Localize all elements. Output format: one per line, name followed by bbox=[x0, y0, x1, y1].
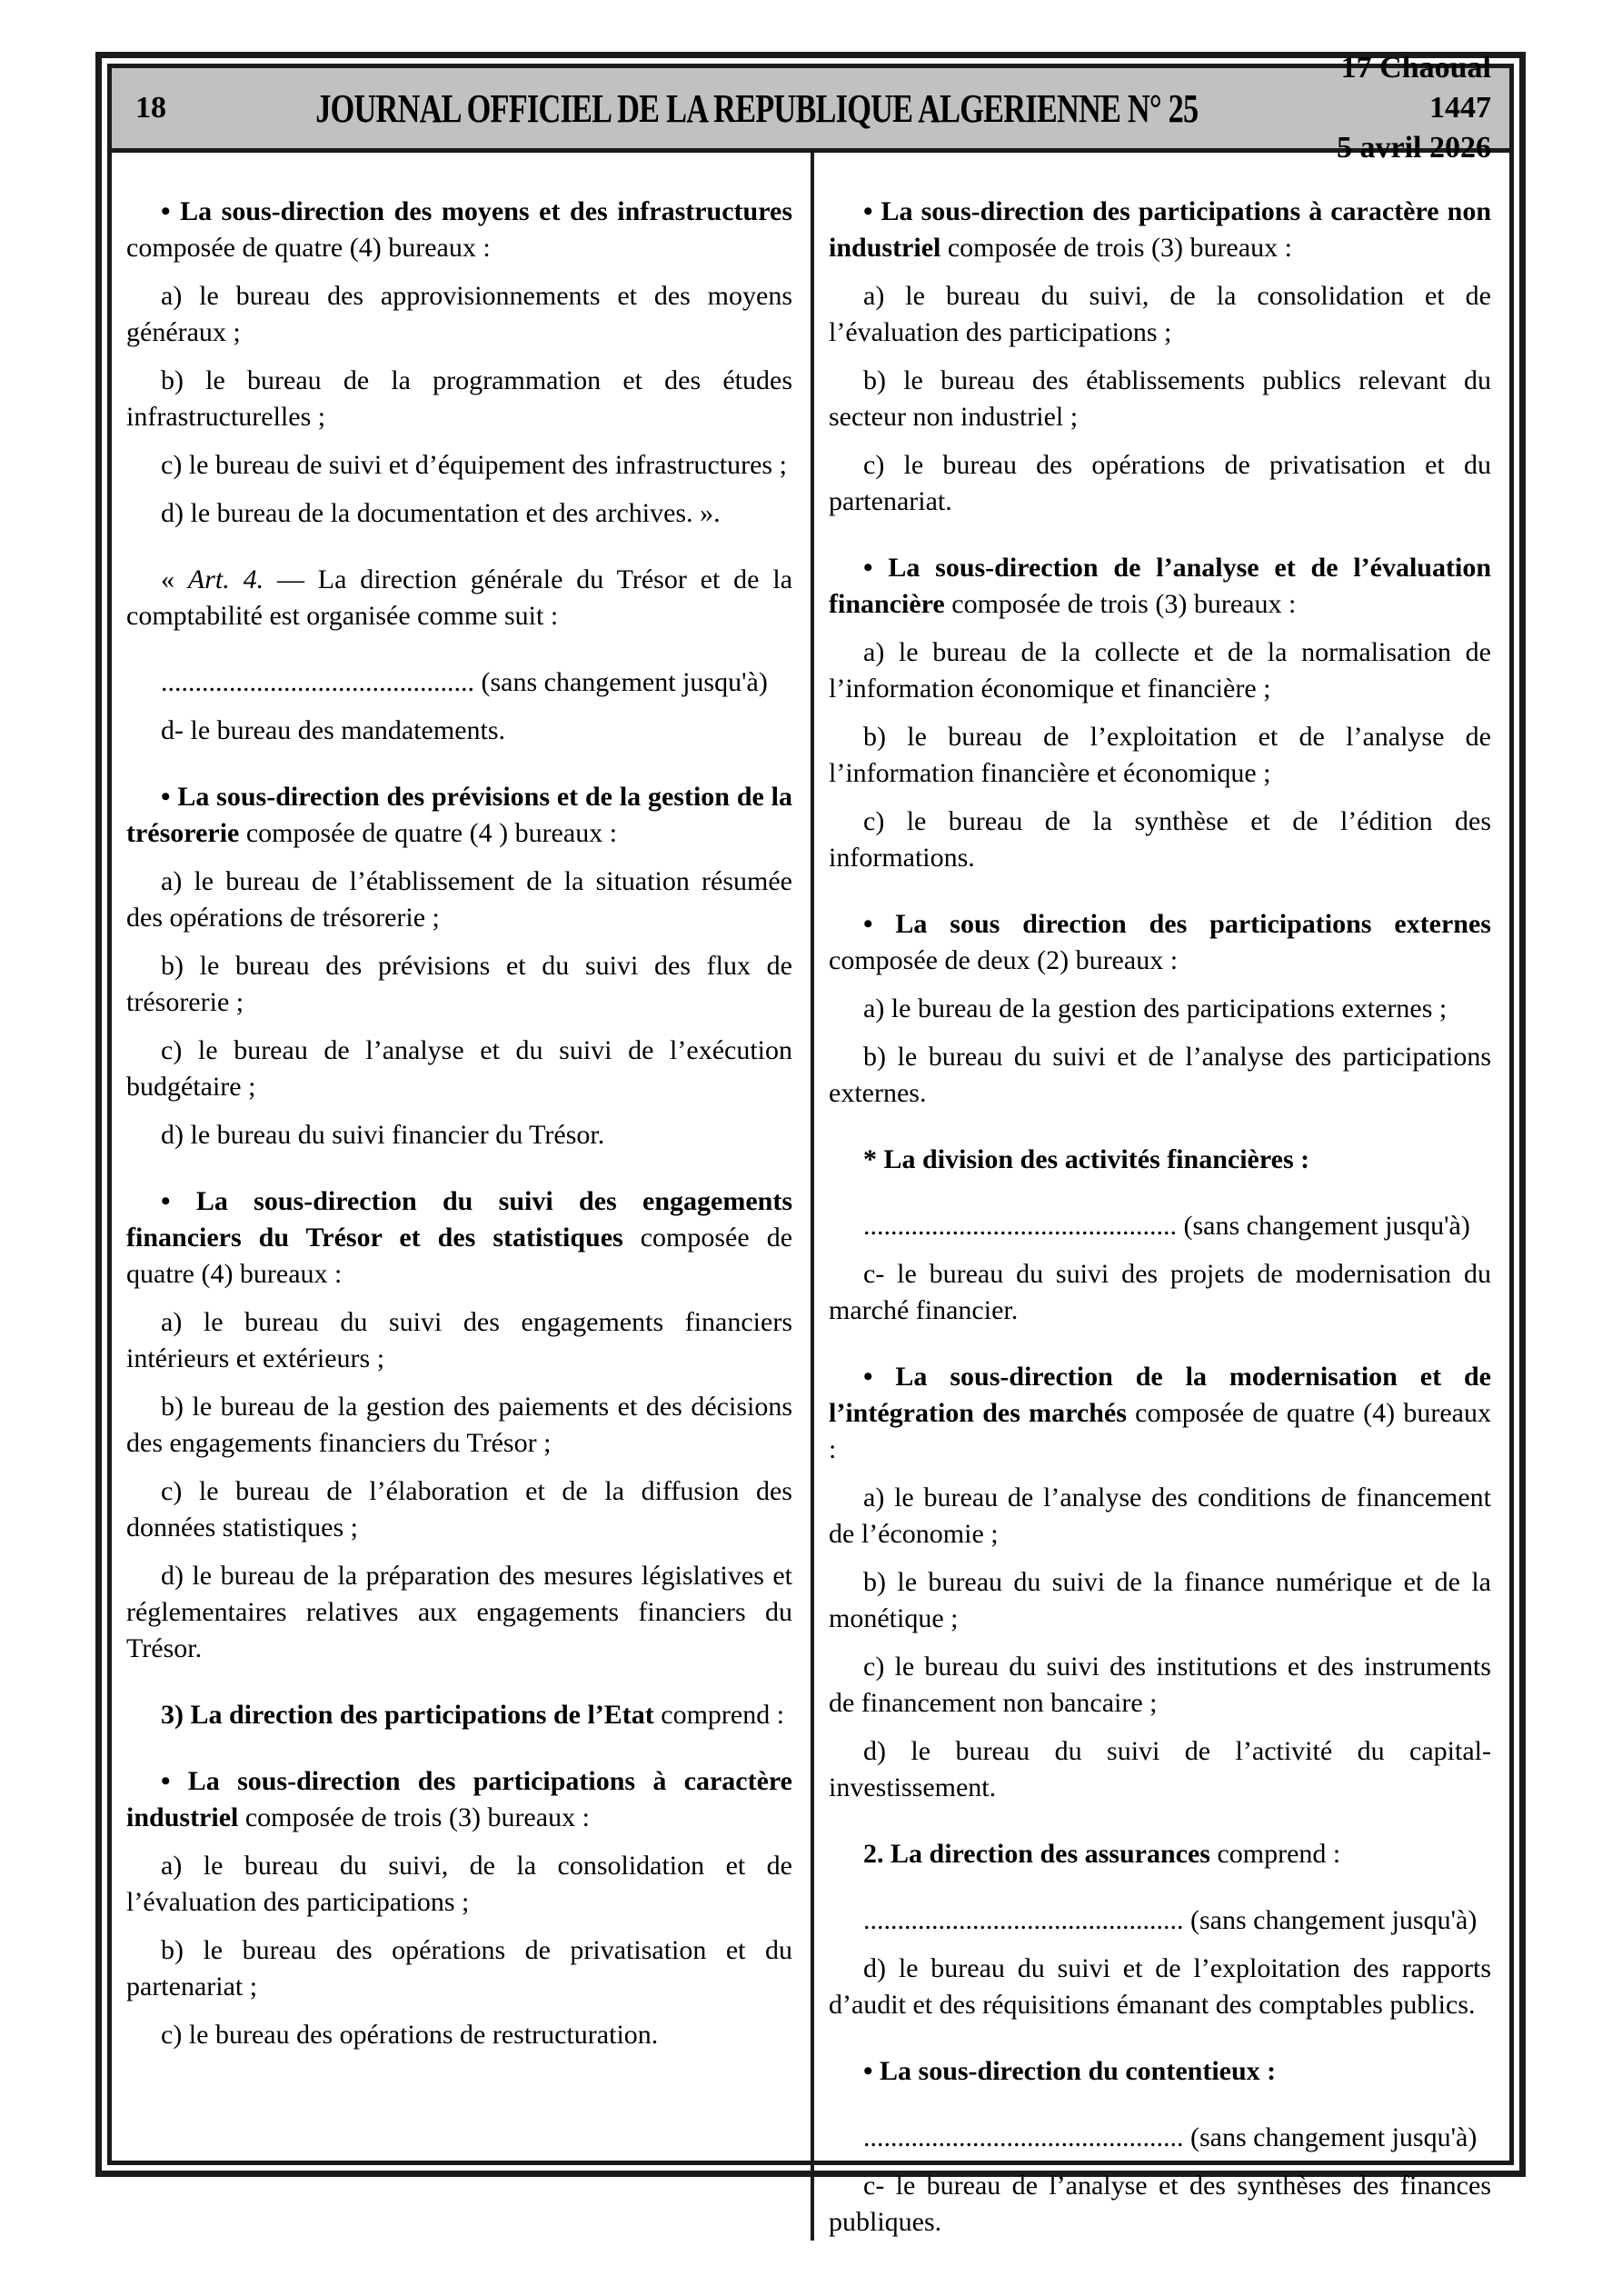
paragraph: b) le bureau des prévisions et du suivi des flux de trésorerie ; bbox=[126, 951, 792, 1017]
paragraph: c) le bureau de l’élaboration et de la diffusion des données statistiques ; bbox=[126, 1476, 792, 1542]
paragraph: a) le bureau du suivi, de la consolidation et de l’évaluation des participations ; bbox=[829, 281, 1491, 347]
page-frame-inner bbox=[107, 50, 1514, 2237]
paragraph: d- le bureau des mandatements. bbox=[161, 715, 506, 745]
paragraph: .............................................. (sans changement jusqu'à) bbox=[161, 667, 768, 697]
paragraph: • La sous direction des participations externes composée de deux (2) bureaux : bbox=[829, 909, 1491, 975]
paragraph: c) le bureau des opérations de restructuration. bbox=[161, 2020, 659, 2050]
paragraph: a) le bureau du suivi des engagements financiers intérieurs et extérieurs ; bbox=[126, 1307, 792, 1373]
paragraph: b) le bureau des établissements publics relevant du secteur non industriel ; bbox=[829, 365, 1491, 432]
date-hijri: 17 Chaoual 1447 bbox=[1340, 50, 1491, 125]
paragraph: a) le bureau de la collecte et de la normalisation de l’information économique et financière ; bbox=[829, 637, 1491, 704]
paragraph: d) le bureau du suivi de l’activité du capital-investissement. bbox=[829, 1736, 1491, 1802]
paragraph: c- le bureau du suivi des projets de modernisation du marché financier. bbox=[829, 1259, 1491, 1325]
page-number: 18 bbox=[135, 91, 166, 125]
paragraph: d) le bureau du suivi financier du Trésor. bbox=[161, 1120, 605, 1150]
paragraph: a) le bureau de l’établissement de la situation résumée des opérations de trésorerie ; bbox=[126, 866, 792, 933]
header-band bbox=[112, 50, 1509, 165]
date-block bbox=[1335, 48, 1491, 169]
paragraph: a) le bureau de la gestion des participations externes ; bbox=[863, 993, 1448, 1023]
paragraph: • La sous-direction du suivi des engagements financiers du Trésor et des statistiques composée de quatre (4) bureaux : bbox=[126, 1186, 793, 1289]
paragraph: b) le bureau des opérations de privatisation et du partenariat ; bbox=[126, 1935, 792, 2002]
date-gregorian: 5 avril 2026 bbox=[1337, 131, 1491, 165]
paragraph: b) le bureau de l’exploitation et de l’analyse de l’information financière et économique ; bbox=[829, 722, 1491, 788]
paragraph: a) le bureau du suivi, de la consolidation et de l’évaluation des participations ; bbox=[126, 1851, 792, 1917]
paragraph: * La division des activités financières : bbox=[863, 1144, 1310, 1174]
right-column bbox=[811, 153, 1509, 2241]
paragraph: b) le bureau du suivi de la finance numérique et de la monétique ; bbox=[829, 1567, 1491, 1633]
paragraph: c) le bureau de l’analyse et du suivi de l’exécution budgétaire ; bbox=[126, 1035, 792, 1102]
paragraph: d) le bureau de la documentation et des archives. ». bbox=[161, 498, 721, 528]
paragraph: b) le bureau du suivi et de l’analyse des participations externes. bbox=[829, 1042, 1491, 1108]
paragraph: ............................................... (sans changement jusqu'à) bbox=[863, 1905, 1478, 1935]
paragraph: • La sous-direction des moyens et des infrastructures composée de quatre (4) bureaux : bbox=[126, 196, 792, 263]
paragraph: 2. La direction des assurances comprend : bbox=[863, 1839, 1341, 1869]
paragraph: • La sous-direction des prévisions et de la gestion de la trésorerie composée de quatre (4 ) bureaux : bbox=[126, 782, 792, 848]
paragraph: • La sous-direction des participations à caractère non industriel composée de trois (3) bureaux : bbox=[829, 196, 1491, 263]
paragraph: .............................................. (sans changement jusqu'à) bbox=[863, 1211, 1470, 1241]
paragraph: c) le bureau du suivi des institutions et des instruments de financement non bancaire ; bbox=[829, 1652, 1491, 1718]
paragraph: c) le bureau de la synthèse et de l’édition des informations. bbox=[829, 806, 1491, 873]
journal-title-text: JOURNAL OFFICIEL DE LA REPUBLIQUE ALGERIENNE N° 25 bbox=[314, 85, 1199, 131]
paragraph: • La sous-direction des participations à caractère industriel composée de trois (3) bureaux : bbox=[126, 1766, 792, 1832]
paragraph: • La sous-direction du contentieux : bbox=[863, 2056, 1277, 2086]
left-column bbox=[112, 153, 811, 2241]
content-area bbox=[112, 153, 1509, 2241]
paragraph: c- le bureau de l’analyse et des synthèses des finances publiques. bbox=[829, 2171, 1491, 2237]
paragraph: c) le bureau de suivi et d’équipement des infrastructures ; bbox=[161, 450, 787, 480]
paragraph: « Art. 4. — La direction générale du Trésor et de la comptabilité est organisée comme suit : bbox=[126, 564, 793, 631]
paragraph: b) le bureau de la programmation et des études infrastructurelles ; bbox=[126, 365, 792, 432]
paragraph: a) le bureau des approvisionnements et des moyens généraux ; bbox=[126, 281, 792, 347]
paragraph: b) le bureau de la gestion des paiements et des décisions des engagements financiers du Trésor ; bbox=[126, 1392, 792, 1458]
paragraph: d) le bureau de la préparation des mesures législatives et réglementaires relatives aux engagements financiers du Trésor. bbox=[126, 1561, 792, 1663]
paragraph: d) le bureau du suivi et de l’exploitation des rapports d’audit et des réquisitions émanant des comptables publics. bbox=[829, 1953, 1491, 2020]
paragraph: • La sous-direction de la modernisation et de l’intégration des marchés composée de quatre (4) bureaux : bbox=[829, 1362, 1491, 1464]
paragraph: a) le bureau de l’analyse des conditions de financement de l’économie ; bbox=[829, 1482, 1491, 1549]
paragraph: c) le bureau des opérations de privatisation et du partenariat. bbox=[829, 450, 1491, 516]
paragraph: • La sous-direction de l’analyse et de l’évaluation financière composée de trois (3) bureaux : bbox=[829, 553, 1491, 619]
page-frame bbox=[95, 50, 1526, 2237]
journal-title bbox=[204, 85, 1335, 132]
paragraph: ............................................... (sans changement jusqu'à) bbox=[863, 2122, 1478, 2152]
paragraph: 3) La direction des participations de l’Etat comprend : bbox=[161, 1700, 785, 1730]
